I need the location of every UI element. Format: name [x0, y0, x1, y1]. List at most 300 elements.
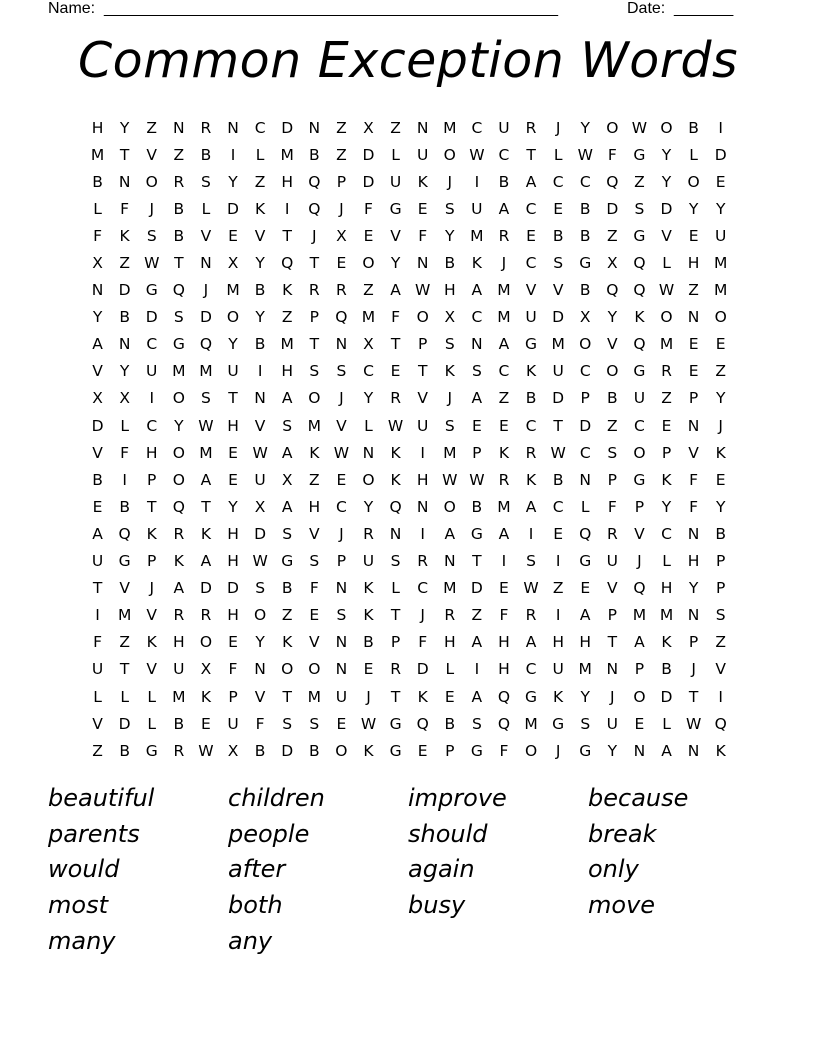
grid-letter[interactable]: A	[661, 741, 672, 760]
grid-letter[interactable]: O	[606, 362, 619, 381]
grid-letter[interactable]: V	[254, 226, 266, 245]
grid-letter[interactable]: W	[523, 579, 539, 598]
grid-letter[interactable]: C	[146, 416, 158, 435]
grid-letter[interactable]: E	[553, 199, 564, 218]
grid-letter[interactable]: R	[525, 443, 537, 462]
grid-letter[interactable]: V	[119, 579, 130, 598]
grid-letter[interactable]: Q	[633, 281, 646, 300]
grid-letter[interactable]: J	[555, 741, 561, 760]
grid-letter[interactable]: X	[363, 335, 374, 354]
grid-letter[interactable]: E	[471, 416, 482, 435]
grid-letter[interactable]: Q	[389, 497, 402, 516]
grid-letter[interactable]: Q	[633, 254, 646, 273]
grid-letter[interactable]: Y	[607, 308, 618, 327]
grid-letter[interactable]: M	[172, 362, 186, 381]
grid-letter[interactable]: V	[607, 335, 618, 354]
grid-letter[interactable]: G	[470, 524, 483, 543]
grid-letter[interactable]: A	[281, 497, 293, 516]
grid-letter[interactable]: Y	[661, 145, 672, 164]
grid-letter[interactable]: B	[552, 226, 564, 245]
grid-letter[interactable]: X	[254, 497, 266, 516]
grid-letter[interactable]: H	[227, 524, 239, 543]
grid-letter[interactable]: D	[606, 199, 619, 218]
grid-letter[interactable]: G	[145, 281, 158, 300]
grid-letter[interactable]: M	[361, 308, 376, 327]
grid-letter[interactable]: L	[662, 254, 671, 273]
grid-letter[interactable]: Q	[281, 254, 294, 273]
grid-letter[interactable]: G	[525, 687, 538, 706]
grid-letter[interactable]: F	[499, 606, 509, 625]
grid-letter[interactable]: K	[255, 199, 266, 218]
grid-letter[interactable]: W	[685, 714, 702, 733]
grid-letter[interactable]: V	[308, 524, 320, 543]
grid-letter[interactable]: A	[390, 281, 401, 300]
grid-letter[interactable]: J	[501, 254, 507, 273]
grid-letter[interactable]: S	[201, 389, 211, 408]
grid-letter[interactable]: Y	[255, 254, 265, 273]
grid-letter[interactable]: C	[363, 362, 374, 381]
grid-letter[interactable]: J	[637, 552, 642, 571]
grid-letter[interactable]: N	[416, 254, 429, 273]
grid-letter[interactable]: W	[360, 714, 377, 733]
grid-letter[interactable]: S	[336, 606, 347, 625]
grid-letter[interactable]: G	[145, 741, 158, 760]
grid-letter[interactable]: P	[634, 660, 645, 679]
grid-letter[interactable]: W	[631, 118, 648, 137]
grid-letter[interactable]: B	[579, 199, 591, 218]
grid-letter[interactable]: K	[119, 226, 130, 245]
grid-letter[interactable]: M	[497, 281, 511, 300]
grid-letter[interactable]: Y	[174, 416, 184, 435]
grid-letter[interactable]: N	[579, 470, 592, 489]
grid-letter[interactable]: C	[254, 118, 266, 137]
grid-letter[interactable]: I	[555, 606, 561, 625]
grid-letter[interactable]: M	[578, 660, 592, 679]
grid-letter[interactable]: U	[416, 145, 429, 164]
grid-letter[interactable]: R	[308, 281, 320, 300]
grid-letter[interactable]: W	[442, 470, 458, 489]
grid-letter[interactable]: W	[387, 416, 404, 435]
grid-letter[interactable]: M	[470, 226, 484, 245]
grid-letter[interactable]: O	[281, 660, 294, 679]
grid-letter[interactable]: T	[417, 362, 428, 381]
grid-letter[interactable]: S	[309, 362, 320, 381]
grid-letter[interactable]: N	[443, 552, 456, 571]
grid-letter[interactable]: K	[634, 308, 645, 327]
grid-letter[interactable]: J	[312, 226, 317, 245]
grid-letter[interactable]: K	[525, 470, 537, 489]
grid-letter[interactable]: Q	[199, 335, 213, 354]
grid-letter[interactable]: G	[633, 470, 646, 489]
grid-letter[interactable]: W	[658, 281, 675, 300]
grid-letter[interactable]: E	[336, 254, 347, 273]
grid-letter[interactable]: K	[200, 524, 211, 543]
grid-letter[interactable]: E	[688, 335, 699, 354]
grid-letter[interactable]: P	[147, 470, 157, 489]
grid-letter[interactable]: T	[282, 226, 292, 245]
grid-letter[interactable]: Y	[119, 118, 130, 137]
grid-letter[interactable]: A	[173, 579, 185, 598]
grid-letter[interactable]: Y	[607, 741, 618, 760]
grid-letter[interactable]: B	[498, 172, 510, 191]
grid-letter[interactable]: T	[119, 145, 130, 164]
grid-letter[interactable]: C	[525, 660, 537, 679]
grid-letter[interactable]: S	[146, 226, 157, 245]
grid-letter[interactable]: N	[308, 118, 321, 137]
grid-letter[interactable]: R	[390, 389, 401, 408]
grid-letter[interactable]: V	[308, 633, 320, 652]
grid-letter[interactable]: T	[553, 416, 563, 435]
grid-letter[interactable]: M	[307, 687, 321, 706]
grid-letter[interactable]: Z	[715, 362, 727, 381]
grid-letter[interactable]: J	[203, 281, 209, 300]
grid-letter[interactable]: J	[610, 687, 615, 706]
grid-letter[interactable]: E	[444, 687, 455, 706]
grid-letter[interactable]: U	[254, 470, 266, 489]
grid-letter[interactable]: V	[715, 660, 726, 679]
grid-letter[interactable]: X	[119, 389, 130, 408]
grid-letter[interactable]: E	[499, 416, 509, 435]
grid-letter[interactable]: R	[498, 470, 510, 489]
grid-letter[interactable]: O	[443, 145, 456, 164]
grid-letter[interactable]: I	[122, 470, 127, 489]
grid-letter[interactable]: S	[444, 416, 455, 435]
grid-letter[interactable]: M	[226, 281, 240, 300]
grid-letter[interactable]: M	[443, 579, 457, 598]
grid-letter[interactable]: T	[228, 389, 238, 408]
grid-letter[interactable]: E	[553, 524, 564, 543]
grid-letter[interactable]: S	[471, 362, 482, 381]
grid-letter[interactable]: M	[199, 362, 213, 381]
grid-letter[interactable]: Q	[335, 308, 348, 327]
grid-letter[interactable]: E	[92, 497, 103, 516]
grid-letter[interactable]: Y	[715, 497, 726, 516]
grid-letter[interactable]: T	[526, 145, 536, 164]
grid-letter[interactable]: P	[688, 633, 699, 652]
grid-letter[interactable]: Z	[173, 145, 185, 164]
grid-letter[interactable]: W	[415, 281, 431, 300]
grid-letter[interactable]: T	[119, 660, 130, 679]
grid-letter[interactable]: W	[577, 145, 593, 164]
grid-letter[interactable]: K	[146, 633, 157, 652]
grid-letter[interactable]: S	[526, 552, 536, 571]
grid-letter[interactable]: O	[172, 470, 185, 489]
grid-letter[interactable]: Q	[497, 714, 511, 733]
grid-letter[interactable]: W	[198, 741, 214, 760]
grid-letter[interactable]: W	[252, 443, 268, 462]
grid-letter[interactable]: S	[390, 552, 401, 571]
grid-letter[interactable]: O	[335, 741, 348, 760]
grid-letter[interactable]: E	[363, 226, 374, 245]
grid-letter[interactable]: N	[416, 497, 429, 516]
grid-letter[interactable]: P	[336, 552, 347, 571]
grid-letter[interactable]: K	[471, 254, 482, 273]
grid-letter[interactable]: N	[389, 524, 402, 543]
grid-letter[interactable]: K	[553, 687, 564, 706]
grid-letter[interactable]: Y	[580, 118, 590, 137]
grid-letter[interactable]: H	[227, 552, 239, 571]
grid-letter[interactable]: M	[659, 335, 674, 354]
grid-letter[interactable]: B	[661, 660, 672, 679]
grid-letter[interactable]: U	[606, 552, 618, 571]
grid-letter[interactable]: L	[201, 199, 211, 218]
grid-letter[interactable]: Z	[715, 633, 727, 652]
grid-letter[interactable]: J	[420, 606, 425, 625]
grid-letter[interactable]: S	[580, 714, 591, 733]
grid-letter[interactable]: N	[91, 281, 104, 300]
grid-letter[interactable]: R	[661, 362, 672, 381]
grid-letter[interactable]: Y	[255, 308, 265, 327]
name-field[interactable]: ______________________________________________________	[104, 0, 558, 17]
grid-letter[interactable]: P	[390, 633, 401, 652]
grid-letter[interactable]: A	[92, 335, 103, 354]
grid-letter[interactable]: B	[92, 172, 103, 191]
grid-letter[interactable]: U	[498, 118, 510, 137]
grid-letter[interactable]: V	[336, 416, 347, 435]
grid-letter[interactable]: L	[147, 714, 157, 733]
grid-letter[interactable]: N	[687, 606, 700, 625]
grid-letter[interactable]: G	[552, 714, 565, 733]
grid-letter[interactable]: D	[281, 741, 294, 760]
grid-letter[interactable]: T	[309, 254, 320, 273]
grid-letter[interactable]: T	[472, 552, 482, 571]
grid-letter[interactable]: I	[718, 118, 723, 137]
grid-letter[interactable]: V	[254, 687, 266, 706]
grid-letter[interactable]: W	[469, 145, 485, 164]
grid-letter[interactable]: B	[308, 741, 320, 760]
grid-letter[interactable]: E	[417, 741, 428, 760]
grid-letter[interactable]: F	[418, 226, 428, 245]
grid-letter[interactable]: Q	[416, 714, 429, 733]
grid-letter[interactable]: P	[336, 172, 347, 191]
grid-letter[interactable]: A	[471, 687, 483, 706]
grid-letter[interactable]: S	[282, 524, 293, 543]
grid-letter[interactable]: O	[687, 172, 700, 191]
grid-letter[interactable]: O	[416, 308, 429, 327]
grid-letter[interactable]: Q	[633, 335, 646, 354]
grid-letter[interactable]: B	[715, 524, 727, 543]
grid-letter[interactable]: A	[498, 524, 510, 543]
grid-letter[interactable]: O	[606, 118, 619, 137]
grid-letter[interactable]: V	[688, 443, 699, 462]
grid-letter[interactable]: M	[714, 281, 728, 300]
grid-letter[interactable]: U	[606, 714, 618, 733]
grid-letter[interactable]: F	[499, 741, 509, 760]
grid-letter[interactable]: N	[254, 389, 266, 408]
grid-letter[interactable]: C	[471, 118, 483, 137]
grid-letter[interactable]: R	[200, 606, 212, 625]
grid-letter[interactable]: Q	[497, 687, 511, 706]
grid-letter[interactable]: Q	[606, 281, 619, 300]
grid-letter[interactable]: A	[471, 389, 483, 408]
grid-letter[interactable]: D	[118, 714, 131, 733]
grid-letter[interactable]: V	[146, 145, 158, 164]
grid-letter[interactable]: T	[147, 497, 157, 516]
grid-letter[interactable]: G	[281, 552, 294, 571]
grid-letter[interactable]: J	[339, 389, 344, 408]
grid-letter[interactable]: A	[471, 281, 483, 300]
grid-letter[interactable]: G	[633, 362, 646, 381]
grid-letter[interactable]: R	[444, 606, 456, 625]
grid-letter[interactable]: Z	[254, 172, 266, 191]
grid-letter[interactable]: K	[363, 741, 374, 760]
grid-letter[interactable]: Z	[634, 172, 645, 191]
grid-letter[interactable]: T	[174, 254, 184, 273]
grid-letter[interactable]: U	[552, 362, 564, 381]
grid-letter[interactable]: P	[445, 741, 455, 760]
grid-letter[interactable]: S	[607, 443, 618, 462]
grid-letter[interactable]: N	[687, 741, 700, 760]
grid-letter[interactable]: C	[552, 172, 564, 191]
grid-letter[interactable]: I	[284, 199, 290, 218]
grid-letter[interactable]: E	[228, 470, 238, 489]
grid-letter[interactable]: A	[525, 172, 537, 191]
grid-letter[interactable]: Y	[580, 687, 590, 706]
grid-letter[interactable]: M	[443, 443, 457, 462]
grid-letter[interactable]: N	[471, 335, 483, 354]
grid-letter[interactable]: F	[255, 714, 265, 733]
grid-letter[interactable]: Z	[146, 118, 158, 137]
grid-letter[interactable]: G	[633, 145, 646, 164]
grid-letter[interactable]: K	[498, 443, 510, 462]
grid-letter[interactable]: K	[661, 633, 672, 652]
grid-letter[interactable]: F	[93, 633, 102, 652]
grid-letter[interactable]: N	[335, 579, 348, 598]
grid-letter[interactable]: A	[525, 633, 537, 652]
grid-letter[interactable]: E	[228, 226, 238, 245]
grid-letter[interactable]: Y	[228, 497, 238, 516]
grid-letter[interactable]: C	[335, 497, 347, 516]
grid-letter[interactable]: E	[201, 714, 211, 733]
grid-letter[interactable]: L	[662, 714, 671, 733]
grid-letter[interactable]: M	[443, 118, 457, 137]
grid-letter[interactable]: H	[579, 633, 592, 652]
grid-letter[interactable]: Y	[661, 172, 672, 191]
grid-letter[interactable]: D	[199, 579, 212, 598]
grid-letter[interactable]: K	[715, 443, 726, 462]
grid-letter[interactable]: M	[659, 606, 674, 625]
grid-letter[interactable]: I	[230, 145, 236, 164]
grid-letter[interactable]: Y	[688, 199, 699, 218]
grid-letter[interactable]: N	[335, 660, 348, 679]
grid-letter[interactable]: E	[363, 660, 374, 679]
grid-letter[interactable]: T	[92, 579, 103, 598]
grid-letter[interactable]: P	[607, 606, 617, 625]
grid-letter[interactable]: Y	[363, 389, 374, 408]
grid-letter[interactable]: H	[498, 660, 510, 679]
grid-letter[interactable]: V	[552, 281, 564, 300]
grid-letter[interactable]: O	[226, 308, 240, 327]
grid-letter[interactable]: U	[173, 660, 185, 679]
grid-letter[interactable]: R	[200, 118, 212, 137]
grid-letter[interactable]: F	[418, 633, 428, 652]
grid-letter[interactable]: Y	[92, 308, 103, 327]
grid-letter[interactable]: J	[149, 579, 155, 598]
grid-letter[interactable]: Y	[688, 579, 699, 598]
grid-letter[interactable]: X	[579, 308, 591, 327]
grid-letter[interactable]: L	[147, 687, 157, 706]
grid-letter[interactable]: U	[335, 687, 348, 706]
grid-letter[interactable]: F	[689, 497, 699, 516]
grid-letter[interactable]: U	[227, 362, 239, 381]
grid-letter[interactable]: R	[525, 118, 537, 137]
grid-letter[interactable]: V	[390, 226, 401, 245]
grid-letter[interactable]: L	[120, 687, 129, 706]
grid-letter[interactable]: D	[470, 579, 483, 598]
grid-letter[interactable]: P	[147, 552, 157, 571]
grid-letter[interactable]: Q	[172, 497, 185, 516]
grid-letter[interactable]: R	[173, 172, 185, 191]
grid-letter[interactable]: B	[92, 470, 103, 489]
grid-letter[interactable]: B	[607, 389, 618, 408]
grid-letter[interactable]: B	[254, 741, 266, 760]
grid-letter[interactable]: S	[336, 362, 347, 381]
grid-letter[interactable]: Q	[118, 524, 131, 543]
grid-letter[interactable]: U	[525, 308, 537, 327]
grid-letter[interactable]: O	[579, 335, 592, 354]
grid-letter[interactable]: R	[336, 281, 347, 300]
grid-letter[interactable]: R	[498, 226, 510, 245]
grid-letter[interactable]: V	[661, 226, 672, 245]
grid-letter[interactable]: B	[579, 226, 591, 245]
grid-letter[interactable]: N	[633, 741, 646, 760]
grid-letter[interactable]: N	[118, 172, 131, 191]
grid-letter[interactable]: V	[92, 362, 103, 381]
grid-letter[interactable]: M	[117, 606, 132, 625]
grid-letter[interactable]: M	[307, 416, 321, 435]
grid-letter[interactable]: B	[173, 199, 185, 218]
grid-letter[interactable]: T	[309, 335, 320, 354]
grid-letter[interactable]: B	[444, 254, 456, 273]
grid-letter[interactable]: A	[634, 633, 645, 652]
grid-letter[interactable]: Y	[390, 254, 401, 273]
grid-letter[interactable]: H	[173, 633, 185, 652]
grid-letter[interactable]: C	[498, 362, 510, 381]
grid-letter[interactable]: D	[254, 524, 267, 543]
grid-letter[interactable]: N	[687, 524, 700, 543]
grid-letter[interactable]: U	[389, 172, 402, 191]
grid-letter[interactable]: I	[501, 552, 507, 571]
grid-letter[interactable]: L	[662, 552, 671, 571]
grid-letter[interactable]: G	[389, 199, 402, 218]
grid-letter[interactable]: G	[118, 552, 131, 571]
grid-letter[interactable]: T	[282, 687, 292, 706]
grid-letter[interactable]: Z	[607, 226, 618, 245]
grid-letter[interactable]: O	[199, 633, 213, 652]
grid-letter[interactable]: V	[146, 606, 158, 625]
grid-letter[interactable]: M	[90, 145, 105, 164]
grid-letter[interactable]: E	[228, 443, 238, 462]
grid-letter[interactable]: L	[580, 497, 590, 516]
grid-letter[interactable]: M	[632, 606, 647, 625]
grid-letter[interactable]: K	[661, 470, 672, 489]
grid-letter[interactable]: L	[391, 145, 400, 164]
grid-letter[interactable]: Y	[715, 199, 726, 218]
grid-letter[interactable]: K	[417, 687, 428, 706]
grid-letter[interactable]: O	[145, 172, 158, 191]
grid-letter[interactable]: G	[579, 741, 592, 760]
grid-letter[interactable]: F	[391, 308, 401, 327]
grid-letter[interactable]: X	[200, 660, 212, 679]
grid-letter[interactable]: G	[172, 335, 185, 354]
grid-letter[interactable]: Y	[255, 633, 265, 652]
grid-letter[interactable]: P	[472, 443, 482, 462]
grid-letter[interactable]: Z	[92, 741, 103, 760]
grid-letter[interactable]: G	[633, 226, 646, 245]
grid-letter[interactable]: Z	[688, 281, 699, 300]
grid-letter[interactable]: J	[447, 389, 453, 408]
grid-letter[interactable]: Z	[119, 633, 130, 652]
